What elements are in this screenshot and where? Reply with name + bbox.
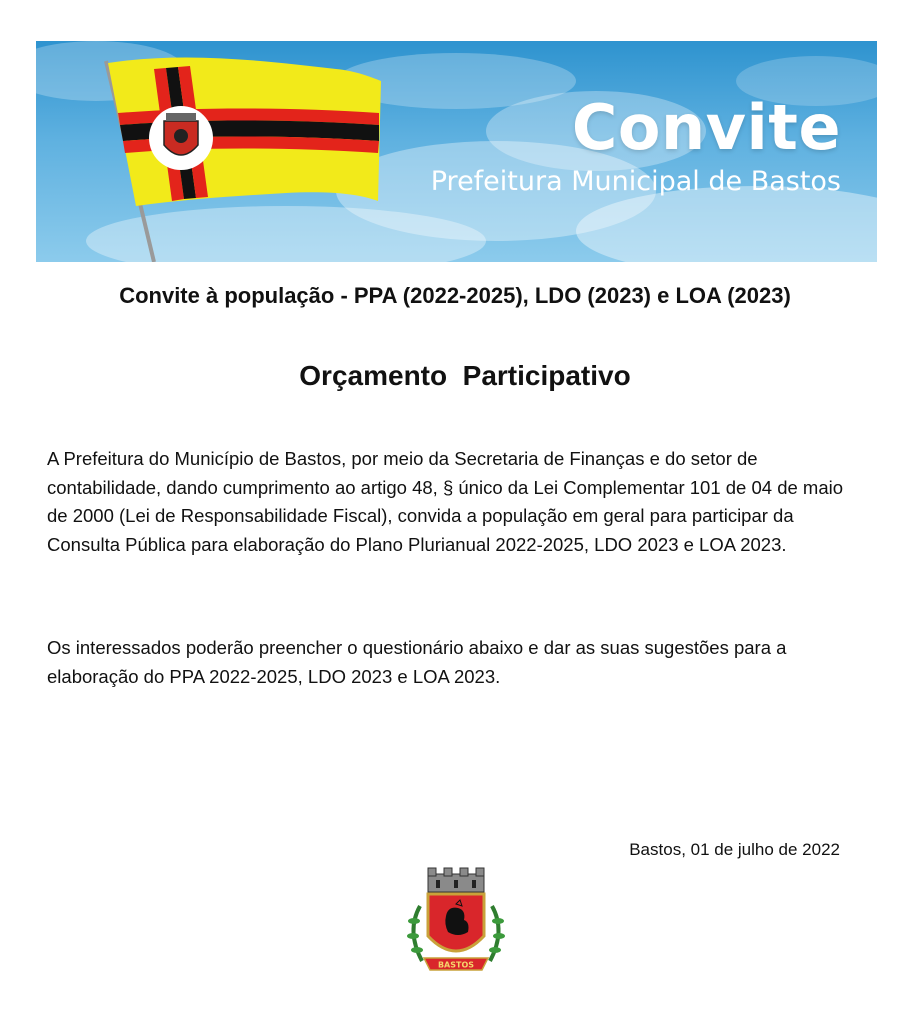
banner-subtitle: Prefeitura Municipal de Bastos bbox=[430, 166, 841, 197]
section-title: Orçamento Participativo bbox=[299, 360, 631, 391]
bastos-coat-of-arms-icon bbox=[402, 866, 510, 978]
banner-title: Convite bbox=[571, 91, 841, 164]
paragraph-invitation: A Prefeitura do Município de Bastos, por meio da Secretaria de Finanças e do setor de contabilidade, dando cumprimento ao artigo 48, § único da Lei Complementar 101 de 04 de maio de 2000 (Lei de Responsabilidade Fiscal), convida a população em geral para participar da Consulta Pública para elaboração do Plano Plurianual 2022-2025, LDO 2023 e LOA 2023. bbox=[47, 448, 844, 555]
date-line: Bastos, 01 de julho de 2022 bbox=[629, 840, 840, 859]
bastos-flag bbox=[36, 41, 436, 262]
crest-ribbon-text: BASTOS bbox=[437, 960, 475, 970]
header-banner bbox=[36, 41, 877, 262]
document-heading: Convite à população - PPA (2022-2025), LDO (2023) e LOA (2023) bbox=[119, 283, 791, 308]
paragraph-instructions: Os interessados poderão preencher o questionário abaixo e dar as suas sugestões para a elaboração do PPA 2022-2025, LDO 2023 e LOA 2023. bbox=[47, 637, 787, 687]
